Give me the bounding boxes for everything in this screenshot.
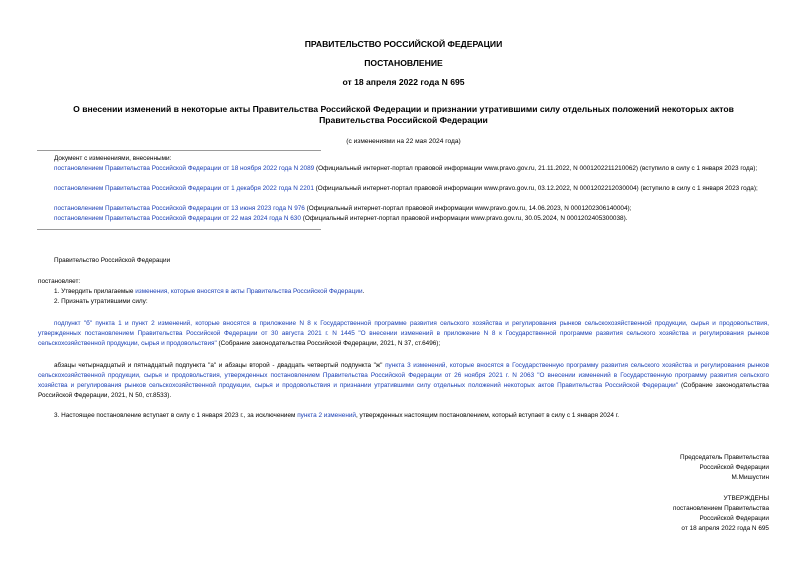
change-link[interactable]: постановлением Правительства Российской Федерации от 18 ноября 2022 года N 2089: [54, 165, 315, 172]
clause-2-link[interactable]: пункта 2 изменений: [297, 412, 356, 419]
decrees-line: постановляет:: [38, 278, 81, 285]
signature-name: М.Мишустин: [731, 474, 769, 481]
change-link[interactable]: постановлением Правительства Российской Федерации от 22 мая 2024 года N 630: [54, 215, 301, 222]
paragraph-1: 1. Утвердить прилагаемые изменения, которые вносятся в акты Правительства Российской Федерации.: [54, 288, 365, 295]
government-line: Правительство Российской Федерации: [54, 257, 171, 264]
government-heading: ПРАВИТЕЛЬСТВО РОССИЙСКОЙ ФЕДЕРАЦИИ: [304, 39, 503, 49]
change-link[interactable]: постановлением Правительства Российской Федерации от 1 декабря 2022 года N 2201: [54, 185, 314, 192]
change-text: (Официальный интернет-портал правовой информации www.pravo.gov.ru, 21.11.2022, N 0001202211210062) (вступило в силу с 1 января 2023 года);: [314, 165, 758, 172]
approved-block: [673, 494, 769, 534]
change-item: [54, 214, 774, 224]
change-item: [38, 164, 769, 174]
signature-org: Российской Федерации: [699, 464, 769, 471]
change-item: [54, 204, 774, 214]
repeal-link-2[interactable]: пункта 3 изменений, которые вносятся в Государственную программу развития сельского хозяйства и регулирования рынков сельскохозяйственной продукции, сырья и продовольствия, утвержденных постановлением Правительства Российской Федерации от 26 ноября 2021 г. N 2063 "О внесении изменений в Государственную программу развития сельского хозяйства и регулирования рынков сельскохозяйственной продукции, сырья и продовольствия и признании утратившими силу отдельных положений некоторых актов Правительства Российской Федерации": [38, 362, 769, 389]
paragraph-repeal-1: подпункт "б" пункта 1 и пункт 2 изменений, которые вносятся в приложение N 8 к Государственной программе развития сельского хозяйства и регулирования рынков сельскохозяйственной продукции, сырья и продовольствия, утвержденных постановлением Правительства Российской Федерации от 30 августа 2021 г. N 1445 "О внесении изменений в приложение N 8 к Государственной программе развития сельского хозяйства и регулирования рынков сельскохозяйственной продукции, сырья и продовольствия" (Собрание законодательства Российской Федерации, 2021, N 37, ст.6496);: [38, 320, 769, 347]
document-date-number: от 18 апреля 2022 года N 695: [342, 77, 465, 87]
approved-date: от 18 апреля 2022 года N 695: [681, 525, 769, 532]
changes-intro: Документ с изменениями, внесенными:: [54, 155, 172, 162]
change-text: (Официальный интернет-портал правовой информации www.pravo.gov.ru, 30.05.2024, N 0001202405300038).: [300, 215, 628, 222]
paragraph-repeal-2: абзацы четырнадцатый и пятнадцатый подпункта "а" и абзацы второй - двадцать четвертый подпункта "ж" пункта 3 изменений, которые вносятся в Государственную программу развития сельского хозяйства и регулирования рынков сельскохозяйственной продукции, сырья и продовольствия, утвержденных постановлением Правительства Российской Федерации от 26 ноября 2021 г. N 2063 "О внесении изменений в Государственную программу развития сельского хозяйства и регулирования рынков сельскохозяйственной продукции, сырья и продовольствия и признании утратившими силу отдельных положений некоторых актов Правительства Российской Федерации" (Собрание законодательства Российской Федерации, 2021, N 50, ст.8533).: [38, 362, 769, 399]
change-text: (Официальный интернет-портал правовой информации www.pravo.gov.ru, 14.06.2023, N 0001202306140004);: [304, 205, 632, 212]
document-title: О внесении изменений в некоторые акты Правительства Российской Федерации и признании утратившими силу отдельных положений некоторых актов Правительства Российской Федерации: [73, 104, 734, 125]
divider-top: [37, 150, 321, 151]
signature-title: Председатель Правительства: [680, 454, 769, 461]
revision-note: (с изменениями на 22 мая 2024 года): [346, 138, 461, 145]
paragraph-3: 3. Настоящее постановление вступает в силу с 1 января 2023 г., за исключением пункта 2 изменений, утвержденных настоящим постановлением, который вступает в силу с 1 января 2024 г.: [54, 412, 620, 419]
repeal-link-1[interactable]: подпункт "б" пункта 1 и пункт 2 изменений, которые вносятся в приложение N 8 к Государственной программе развития сельского хозяйства и регулирования рынков сельскохозяйственной продукции, сырья и продовольствия, утвержденных постановлением Правительства Российской Федерации от 30 августа 2021 г. N 1445 "О внесении изменений в приложение N 8 к Государственной программе развития сельского хозяйства и регулирования рынков сельскохозяйственной продукции, сырья и продовольствия": [38, 320, 769, 347]
change-text: (Официальный интернет-портал правовой информации www.pravo.gov.ru, 03.12.2022, N 0001202212030004) (вступило в силу с 1 января 2023 года);: [313, 185, 758, 192]
signature-block: [680, 453, 769, 483]
divider-bottom: [37, 229, 321, 230]
document-type: ПОСТАНОВЛЕНИЕ: [364, 58, 443, 68]
approved-org: Российской Федерации: [699, 515, 769, 522]
change-item: [38, 184, 769, 194]
paragraph-2: 2. Признать утратившими силу:: [54, 298, 148, 305]
approved-by: постановлением Правительства: [673, 505, 769, 512]
amendments-link[interactable]: изменения, которые вносятся в акты Правительства Российской Федерации: [135, 288, 363, 295]
change-link[interactable]: постановлением Правительства Российской Федерации от 13 июня 2023 года N 976: [54, 205, 305, 212]
approved-heading: УТВЕРЖДЕНЫ: [723, 495, 769, 502]
